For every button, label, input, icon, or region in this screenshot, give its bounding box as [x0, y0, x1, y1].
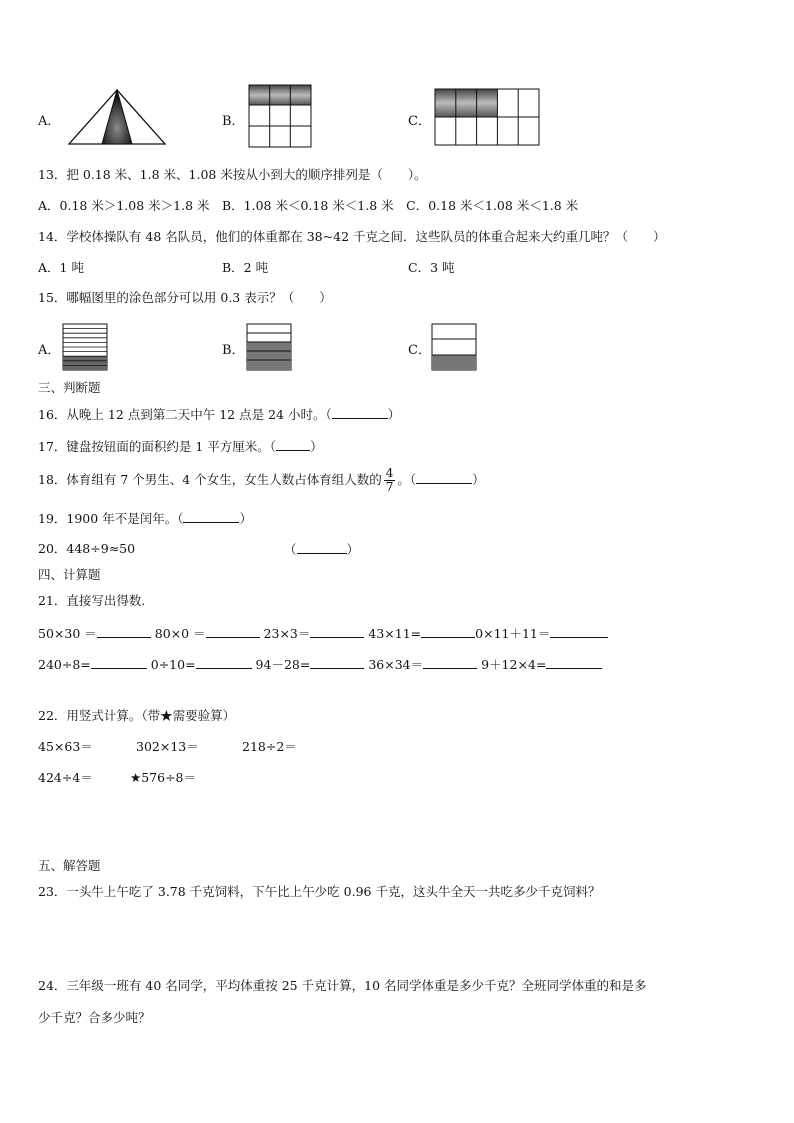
q14-option-c: C．3 吨: [408, 260, 455, 275]
q17-answer-blank[interactable]: [276, 438, 310, 451]
q21-r2-blank-3[interactable]: [310, 656, 364, 669]
q24-line-1: 24．三年级一班有 40 名同学，平均体重按 25 千克计算，10 名同学体重是多少千克？全班同学体重的和是多: [38, 978, 647, 993]
q15-option-a-label: A．: [38, 343, 61, 358]
q16-close-paren: ）: [387, 407, 401, 422]
q20-answer: [284, 541, 359, 558]
triangle-figure: [68, 88, 166, 146]
bar-halves-figure-c: [431, 323, 477, 371]
section-4-heading: 四、计算题: [38, 567, 101, 582]
q21-r1-blank-5[interactable]: [550, 625, 608, 638]
q18-fraction-denominator: 7: [385, 480, 394, 494]
q21-r1-item-3: 23×3＝: [263, 626, 311, 641]
q17-text: 17．键盘按钮面的面积约是 1 平方厘米。（: [38, 439, 277, 454]
q18: [38, 467, 485, 494]
q21-r1-blank-3[interactable]: [310, 625, 364, 638]
q22-r2-item-2: ★576÷8＝: [130, 770, 196, 785]
q12-option-c-label: C．: [408, 114, 431, 129]
q21-r2-item-3: 94－28=: [255, 657, 311, 672]
q19-close-paren: ）: [239, 511, 252, 526]
q21-r1-blank-1[interactable]: [97, 625, 151, 638]
q21-r2-blank-4[interactable]: [423, 656, 477, 669]
q21-r1-blank-2[interactable]: [206, 625, 260, 638]
q21-r1-item-5: 0×11＋11＝: [475, 626, 551, 641]
q21-row-1: [38, 625, 608, 642]
q20-close-paren: ）: [346, 542, 360, 557]
q21-r2-item-2: 0÷10=: [150, 657, 196, 672]
q18-fraction-numerator: 4: [385, 466, 394, 480]
q18-close-paren: ）: [472, 472, 485, 487]
q21-r2-blank-1[interactable]: [91, 656, 147, 669]
q21-r2-item-4: 36×34＝: [368, 657, 424, 672]
bar-thirds-figure-b: [246, 323, 292, 371]
q22-r1-item-1: 45×63＝: [38, 739, 93, 754]
section-5-heading: 五、解答题: [38, 858, 101, 873]
grid-2x3-figure: [248, 84, 312, 148]
q17: [38, 438, 323, 455]
q21-r1-item-1: 50×30 ＝: [38, 626, 97, 641]
q18-fraction: [384, 467, 396, 494]
q14-stem: 14．学校体操队有 48 名队员，他们的体重都在 38~42 千克之间．这些队员的体重合起来大约重几吨？（ ）: [38, 229, 666, 244]
q19: [38, 510, 252, 527]
q15-option-b-label: B．: [222, 343, 245, 358]
q21-row-2: [38, 656, 602, 673]
q12-option-b-label: B．: [222, 114, 245, 129]
q20-open-paren: （: [284, 542, 297, 557]
q13-stem: 13．把 0.18 米、1.8 米、1.08 米按从小到大的顺序排列是（ ）。: [38, 167, 427, 182]
q18-text-after: 。（: [397, 472, 417, 487]
q21-r1-item-2: 80×0 ＝: [154, 626, 206, 641]
q24-line-2: 少千克？合多少吨？: [38, 1010, 151, 1025]
grid-2x5-figure: [434, 88, 540, 146]
q22-r1-item-2: 302×13＝: [136, 739, 199, 754]
q16: [38, 406, 400, 423]
q16-text: 16．从晚上 12 点到第二天中午 12 点是 24 小时。（: [38, 407, 332, 422]
q22-r2-item-1: 424÷4＝: [38, 770, 93, 785]
q15-stem: 15．哪幅图里的涂色部分可以用 0.3 表示？（ ）: [38, 290, 332, 305]
bar-tenths-figure-a: [62, 323, 108, 371]
q13-options: A．0.18 米＞1.08 米＞1.8 米 B．1.08 米＜0.18 米＜1.8 米 C．0.18 米＜1.08 米＜1.8 米: [38, 198, 579, 213]
q20-expression: 20．448÷9≈50: [38, 541, 136, 556]
q23: 23．一头牛上午吃了 3.78 千克饲料，下午比上午少吃 0.96 千克，这头牛全天一共吃多少千克饲料？: [38, 884, 601, 899]
q22-r1-item-3: 218÷2＝: [242, 739, 297, 754]
q21-r2-item-1: 240÷8=: [38, 657, 91, 672]
q21-r1-item-4: 43×11=: [368, 626, 422, 641]
q14-option-b: B．2 吨: [222, 260, 269, 275]
q15-option-c-label: C．: [408, 343, 431, 358]
q12-option-a-label: A．: [38, 114, 61, 129]
section-3-heading: 三、判断题: [38, 380, 101, 395]
q22-stem: 22．用竖式计算。（带★需要验算）: [38, 708, 236, 723]
q21-r1-blank-4[interactable]: [421, 625, 475, 638]
q18-answer-blank[interactable]: [416, 471, 472, 484]
q14-option-a: A．1 吨: [38, 260, 84, 275]
q20-answer-blank[interactable]: [297, 541, 347, 554]
q19-answer-blank[interactable]: [183, 510, 239, 523]
q21-r2-blank-2[interactable]: [196, 656, 252, 669]
q21-r2-blank-5[interactable]: [546, 656, 602, 669]
q17-close-paren: ）: [310, 439, 323, 454]
q18-text: 18．体育组有 7 个男生、4 个女生，女生人数占体育组人数的: [38, 472, 382, 487]
q21-stem: 21．直接写出得数.: [38, 593, 146, 608]
q21-r2-item-5: 9＋12×4=: [481, 657, 547, 672]
q19-text: 19．1900 年不是闰年。（: [38, 511, 184, 526]
q16-answer-blank[interactable]: [332, 406, 388, 419]
